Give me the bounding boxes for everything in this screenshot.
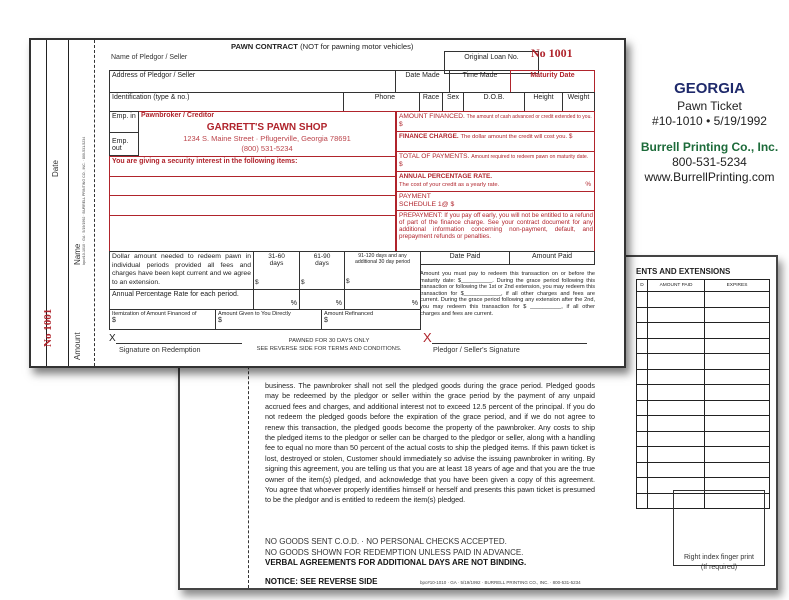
table-row (637, 323, 770, 339)
identification-field[interactable]: Identification (type & no.) (109, 92, 344, 112)
dob-field[interactable]: D.O.B. (463, 92, 525, 112)
itemization-label: Itemization of Amount Financed of (112, 311, 197, 317)
security-interest-label: You are giving a security interest in the following items: (112, 158, 298, 165)
product-name: Pawn Ticket (677, 99, 742, 113)
prepayment-notice: PREPAYMENT: If you pay off early, you will not be entitled to a refund of part of the finance charge. See your contract document for any additional information concerning non-payment, default, and prepayment refunds or penalties. (399, 212, 593, 240)
table-cell[interactable] (637, 462, 648, 478)
pledgor-signature-line[interactable] (432, 343, 587, 344)
state-title: GEORGIA (674, 80, 745, 97)
table-row (637, 369, 770, 385)
table-cell[interactable] (705, 323, 770, 339)
dollar-sign: $ (324, 317, 328, 324)
table-cell[interactable] (705, 369, 770, 385)
grace-period-text: Amount you must pay to redeem this transaction on or before the maturity date: $__________. During the grace period following this transaction or following the 1st or 2nd extension, you may redeem this transaction for $____________, if all other charges and fees are current. During the grace period following any extension after the 2nd, you may redeem this transaction for $ __________, if all other charges and fees are current. (420, 271, 595, 317)
table-cell[interactable] (637, 493, 648, 509)
table-cell[interactable] (648, 385, 705, 401)
table-cell[interactable] (705, 354, 770, 370)
table-cell[interactable] (705, 292, 770, 308)
redemption-x-mark: X (109, 333, 116, 344)
emp-out-field[interactable]: Emp. out (109, 132, 139, 156)
dollar-sign: $ (112, 317, 116, 324)
divider (396, 191, 595, 192)
date-paid-field[interactable]: Date Paid (420, 251, 510, 265)
dollar-sign: $ (346, 278, 350, 285)
table-cell[interactable] (648, 338, 705, 354)
period-31-60-label: 31-60 days (268, 253, 285, 267)
stub-amount-label: Amount (73, 332, 82, 360)
notice-reverse: NOTICE: SEE REVERSE SIDE (265, 577, 378, 586)
dollar-sign: $ (399, 161, 403, 168)
shop-address: 1234 S. Maine Street · Pflugerville, Georgia 78691 (183, 134, 351, 143)
extensions-table (636, 279, 770, 509)
divider (420, 264, 595, 265)
itemization-field[interactable] (109, 309, 216, 330)
table-cell[interactable] (637, 385, 648, 401)
amount-financed-text: The amount of cash advanced or credit extended to you. (466, 114, 592, 120)
table-cell[interactable] (637, 369, 648, 385)
table-cell[interactable] (648, 400, 705, 416)
col-expires: EXPIRES (705, 280, 770, 292)
apr-31-60[interactable]: % (253, 289, 300, 310)
front-ticket (29, 38, 626, 368)
table-cell[interactable] (648, 431, 705, 447)
table-cell[interactable] (648, 462, 705, 478)
total-of-payments[interactable] (399, 153, 593, 169)
table-row (637, 431, 770, 447)
refinanced-label: Amount Refinanced (324, 311, 374, 317)
time-made-field[interactable]: Time Made (449, 70, 511, 93)
stub-name-label: Name (73, 243, 82, 265)
extensions-title: ENTS AND EXTENSIONS (636, 267, 731, 276)
table-cell[interactable] (648, 369, 705, 385)
amount-financed[interactable] (399, 113, 593, 129)
item-line-2[interactable] (110, 195, 395, 215)
table-cell[interactable] (648, 447, 705, 463)
table-row (637, 338, 770, 354)
extensions-header-row (637, 280, 770, 292)
table-cell[interactable] (637, 354, 648, 370)
period-91-120[interactable] (344, 251, 421, 290)
dollar-sign: $ (568, 133, 573, 140)
amount-financed-title: AMOUNT FINANCED. (399, 113, 465, 120)
stub-date-label: Date (51, 160, 60, 177)
table-row (637, 447, 770, 463)
table-row (637, 416, 770, 432)
col-date: D (637, 280, 648, 292)
table-cell[interactable] (637, 307, 648, 323)
item-line-3[interactable] (110, 215, 395, 235)
given-directly-field[interactable] (215, 309, 322, 330)
table-cell[interactable] (648, 354, 705, 370)
divider (109, 156, 396, 157)
stub-rule-right (68, 40, 69, 366)
percent-sign: % (585, 181, 591, 188)
table-cell[interactable] (637, 292, 648, 308)
terms-text: business. The pawnbroker shall not sell the pledged goods during the grace period. Pledged goods may be redeemed by the pledgor or seller within the grace period by the payment of any unpaid accrued fees and charges, and additional interest not to exceed 12.5 percent of the principal. If you do not redeem the pledged goods before the expiration of the grace period, and if we do not agree to renew this transaction, the pledged goods become the property of the pawnbroker. Any costs to ship the pledged items to the pledgor or seller can be charged to the pledgor or seller, along with a handling fee to equal no more than 50 percent of the actual costs to ship the pledged items. If this pawn ticket is lost, destroyed or stolen, Customer should immediately so advise the issuing pawnbroker in writing. By signing this agreement, you are telling us that you are at least 18 years of age and that you are the true owner of the item(s) pledged, and acknowledge that you have been given a copy of this agreement. You agree that whoever properly identifies himself or herself and presents this pawn ticket is presumed to be the pledgor and is entitled to redeem the item(s) pledged. (265, 381, 595, 505)
pledgor-x-mark: X (423, 330, 432, 345)
contract-title-bold: PAWN CONTRACT (231, 42, 298, 51)
table-row (637, 462, 770, 478)
annual-percentage-rate[interactable] (399, 173, 593, 189)
dollar-sign: $ (301, 279, 305, 286)
table-cell[interactable] (705, 307, 770, 323)
product-info (630, 80, 789, 184)
goods-policy (265, 537, 526, 569)
shop-phone: (800) 531-5234 (241, 144, 293, 153)
apr-period-label: Annual Percentage Rate for each period. (109, 289, 254, 310)
payment-schedule-label: PAYMENT (399, 193, 431, 200)
goods-line-1: NO GOODS SENT C.O.D. · NO PERSONAL CHECKS ACCEPTED. (265, 537, 507, 546)
finance-charge[interactable] (399, 133, 593, 141)
printer-imprint: bpc#10-1010 · GA · 5/19/1992 · BURRELL PRINTING CO., INC. · 800-531-5234 (420, 580, 581, 585)
period-61-90[interactable] (299, 251, 345, 290)
company-website[interactable]: www.BurrellPrinting.com (644, 170, 775, 184)
refinanced-field[interactable] (321, 309, 421, 330)
race-field[interactable]: Race (419, 92, 443, 112)
pawned-line-1: PAWNED FOR 30 DAYS ONLY (288, 338, 370, 344)
dollar-sign: $ (399, 121, 403, 128)
payment-schedule[interactable] (399, 193, 454, 209)
date-made-field[interactable]: Date Made (395, 70, 450, 93)
table-cell[interactable] (648, 292, 705, 308)
table-cell[interactable] (705, 400, 770, 416)
table-cell[interactable] (705, 462, 770, 478)
phone-field[interactable]: Phone (343, 92, 420, 112)
address-field[interactable]: Address of Pledgor / Seller (109, 70, 396, 93)
table-cell[interactable] (648, 416, 705, 432)
finance-charge-title: FINANCE CHARGE. (399, 133, 459, 140)
table-cell[interactable] (648, 307, 705, 323)
divider (396, 210, 595, 211)
period-31-60[interactable] (253, 251, 300, 290)
table-cell[interactable] (705, 385, 770, 401)
contract-title (231, 42, 413, 51)
weight-field[interactable]: Weight (562, 92, 595, 112)
pawned-line-2: SEE REVERSE SIDE FOR TERMS AND CONDITIONS. (256, 346, 402, 352)
apr-91-120[interactable]: % (344, 289, 421, 310)
company-name: Burrell Printing Co., Inc. (640, 140, 779, 154)
table-cell[interactable] (705, 431, 770, 447)
height-field[interactable]: Height (524, 92, 563, 112)
stub-ticket-number: No 1001 (42, 308, 54, 347)
table-row (637, 354, 770, 370)
pledgor-name-field[interactable]: Name of Pledgor / Seller (111, 54, 188, 61)
table-row (637, 292, 770, 308)
total-payments-text: Amount required to redeem pawn on maturity date. (471, 154, 589, 160)
apr-text: The cost of your credit as a yearly rate. (399, 182, 500, 188)
period-91-120-label: 91-120 days and any additional 30 day period (354, 253, 411, 265)
goods-line-3: VERBAL AGREEMENTS FOR ADDITIONAL DAYS ARE NOT BINDING. (265, 558, 527, 567)
table-cell[interactable] (637, 338, 648, 354)
divider (396, 131, 595, 132)
total-payments-title: TOTAL OF PAYMENTS. (399, 153, 470, 160)
table-cell[interactable] (705, 338, 770, 354)
stub-perforation (94, 40, 95, 366)
apr-title: ANNUAL PERCENTAGE RATE. (399, 173, 493, 180)
divider (396, 171, 595, 172)
table-cell[interactable] (637, 478, 648, 494)
pledgor-signature-label: Pledgor / Seller's Signature (433, 345, 520, 354)
payment-schedule-value: SCHEDULE 1@ $ (399, 201, 455, 208)
period-61-90-label: 61-90 days (313, 253, 331, 267)
shop-name: GARRETT'S PAWN SHOP (206, 122, 328, 133)
dollar-sign: $ (218, 317, 222, 324)
pawned-notice (249, 337, 409, 353)
contract-title-rest: (NOT for pawning motor vehicles) (300, 42, 414, 51)
redemption-signature-label: Signature on Redemption (119, 345, 201, 354)
table-cell[interactable] (648, 323, 705, 339)
col-amount-paid: AMOUNT PAID (648, 280, 705, 292)
form-number: #10-1010 • 5/19/1992 (652, 114, 767, 128)
creditor-label: Pawnbroker / Creditor (141, 112, 215, 119)
table-row (637, 385, 770, 401)
table-cell[interactable] (637, 431, 648, 447)
sex-field[interactable]: Sex (442, 92, 464, 112)
redemption-signature-line[interactable] (116, 343, 242, 344)
table-cell[interactable] (705, 447, 770, 463)
apr-61-90[interactable]: % (299, 289, 345, 310)
table-cell[interactable] (705, 416, 770, 432)
finance-charge-text: The dollar amount the credit will cost you. (460, 134, 568, 140)
redeem-description: Dollar amount needed to redeem pawn in individual periods provided all fees and charges have been kept current and we agree to an extension. (109, 251, 254, 290)
table-row (637, 307, 770, 323)
original-loan-field[interactable]: Original Loan No. (444, 51, 539, 74)
company-phone: 800-531-5234 (672, 155, 747, 169)
emp-in-field[interactable]: Emp. in (109, 111, 139, 133)
fingerprint-label: Right index finger print (683, 554, 755, 561)
table-cell[interactable] (637, 400, 648, 416)
table-cell[interactable] (637, 416, 648, 432)
divider (396, 151, 595, 152)
table-row (637, 400, 770, 416)
stub-imprint: bpc#10-1010 · GA · 5/19/1992 · BURRELL PRINTING CO., INC. · 800-531-5234 (82, 136, 86, 265)
given-directly-label: Amount Given to You Directly (218, 311, 291, 317)
amount-paid-field[interactable]: Amount Paid (509, 251, 595, 265)
table-cell[interactable] (637, 447, 648, 463)
dollar-sign: $ (255, 279, 259, 286)
goods-line-2: NO GOODS SHOWN FOR REDEMPTION UNLESS PAID IN ADVANCE. (265, 547, 524, 557)
item-line-1[interactable] (110, 176, 395, 195)
fingerprint-note: (If required) (700, 564, 738, 571)
maturity-date-field[interactable]: Maturity Date (510, 70, 595, 93)
table-cell[interactable] (637, 323, 648, 339)
ticket-number: No 1001 (531, 46, 573, 60)
